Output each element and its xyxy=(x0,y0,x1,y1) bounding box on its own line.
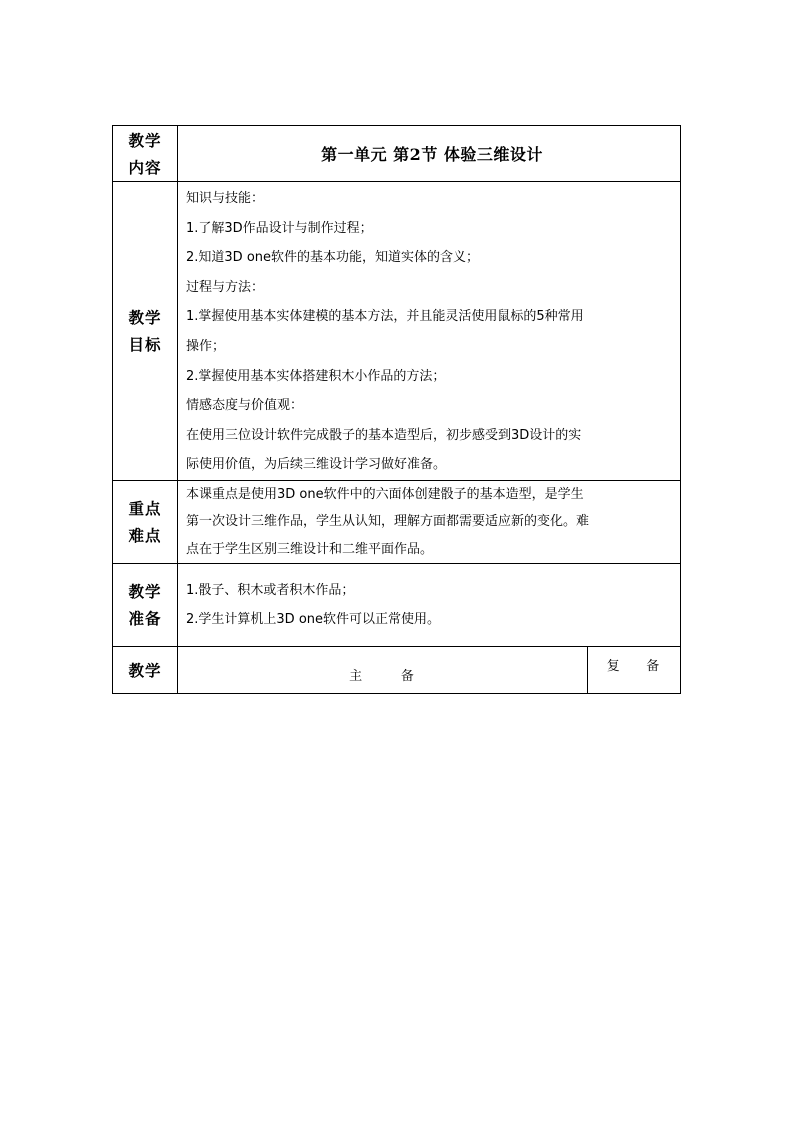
goals-header-cell xyxy=(113,182,178,481)
prep-header-line-2: 准备 xyxy=(128,609,162,629)
lesson-title-cell xyxy=(178,126,681,182)
focus-header-cell xyxy=(113,480,178,564)
prep-header-cell xyxy=(113,564,178,647)
focus-row xyxy=(113,480,681,564)
content-header-line-1: 教学 xyxy=(128,130,162,150)
main-prep-label: 主 备 xyxy=(349,668,416,684)
focus-line: 第一次设计三维作品，学生从认知，理解方面都需要适应新的变化。难 xyxy=(186,514,590,530)
prep-row xyxy=(113,564,681,647)
prep-line: 2.学生计算机上3D one软件可以正常使用。 xyxy=(186,612,441,628)
goals-row xyxy=(113,182,681,481)
focus-line: 点在于学生区别三维设计和二维平面作品。 xyxy=(186,541,434,557)
main-prep-cell xyxy=(178,647,588,694)
content-header-line-2: 内容 xyxy=(128,157,162,177)
teaching-header: 教学 xyxy=(128,660,162,680)
goals-text xyxy=(178,182,680,480)
content-row xyxy=(113,126,681,182)
goals-header-line-1: 教学 xyxy=(128,307,162,327)
prep-line: 1.骰子、积木或者积木作品； xyxy=(186,582,355,598)
goals-content-cell xyxy=(178,182,681,481)
teaching-row xyxy=(113,647,681,694)
goals-line: 1.掌握使用基本实体建模的基本方法，并且能灵活使用鼠标的5种常用 xyxy=(186,309,584,325)
goals-line: 2.掌握使用基本实体搭建积木小作品的方法； xyxy=(186,368,446,384)
goals-line: 知识与技能： xyxy=(186,191,265,206)
goals-line: 操作； xyxy=(186,338,226,354)
goals-line: 际使用价值，为后续三维设计学习做好准备。 xyxy=(186,457,447,473)
goals-line: 在使用三位设计软件完成骰子的基本造型后，初步感受到3D设计的实 xyxy=(186,427,582,443)
goals-line: 2.知道3D one软件的基本功能，知道实体的含义； xyxy=(186,250,480,266)
goals-header-line-2: 目标 xyxy=(128,334,162,354)
focus-text xyxy=(178,481,680,564)
lesson-title: 第一单元 第2节 体验三维设计 xyxy=(321,145,543,164)
re-prep-label: 复 备 xyxy=(606,659,662,675)
content-header-cell xyxy=(113,126,178,182)
goals-line: 1.了解3D作品设计与制作过程； xyxy=(186,220,373,236)
goals-line: 过程与方法： xyxy=(186,279,265,295)
goals-line: 情感态度与价值观： xyxy=(186,398,304,414)
re-prep-cell xyxy=(588,647,681,694)
prep-header-line-1: 教学 xyxy=(128,582,162,602)
teaching-header-cell xyxy=(113,647,178,694)
focus-header-line-2: 难点 xyxy=(128,526,162,546)
focus-line: 本课重点是使用3D one软件中的六面体创建骰子的基本造型，是学生 xyxy=(186,486,584,502)
prep-content-cell xyxy=(178,564,681,647)
focus-header-line-1: 重点 xyxy=(128,499,162,519)
lesson-plan-table xyxy=(112,125,681,694)
prep-text xyxy=(178,576,680,635)
focus-content-cell xyxy=(178,480,681,564)
